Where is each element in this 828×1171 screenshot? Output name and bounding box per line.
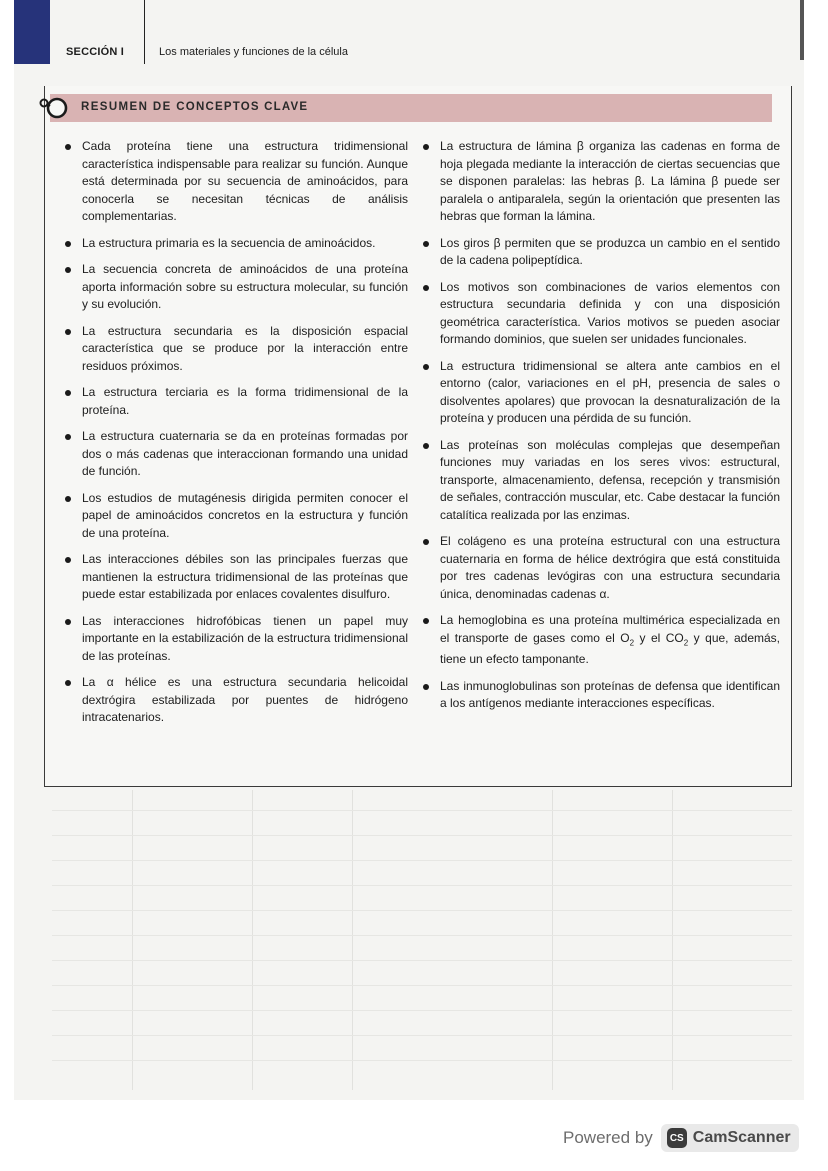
- bullet-icon: [65, 329, 71, 335]
- bullet-icon: [65, 619, 71, 625]
- bullet-icon: [423, 539, 429, 545]
- bullet-icon: [65, 390, 71, 396]
- bullet-icon: [423, 241, 429, 247]
- list-item: Las inmunoglobulinas son proteínas de defensa que identifican a los antígenos mediante interacciones específicas.: [420, 678, 780, 713]
- chapter-title: Los materiales y funciones de la célula: [159, 46, 348, 58]
- list-item: La estructura de lámina β organiza las cadenas en forma de hoja plegada mediante la interacción de ciertas secuencias que se disponen paralelas: las hebras β. La lámina β puede ser paralela o antiparalela, según la orientación que presenten las hebras que forman la lámina.: [420, 138, 780, 226]
- list-item: Las interacciones hidrofóbicas tienen un papel muy importante en la estabilización de la estructura tridimensional de las proteínas.: [62, 613, 408, 666]
- bullet-icon: [65, 267, 71, 273]
- bullet-icon: [423, 364, 429, 370]
- list-item: La estructura tridimensional se altera ante cambios en el entorno (calor, variaciones en el pH, presencia de sales o disolventes apolares) que provocan la desnaturalización de la proteína y producen una pérdida de su función.: [420, 358, 780, 428]
- bullet-icon: [423, 144, 429, 150]
- list-item: Las interacciones débiles son las principales fuerzas que mantienen la estructura tridimensional de las proteínas que puede estar estabilizada por enlaces covalentes disulfuro.: [62, 551, 408, 604]
- camscanner-badge: [661, 1124, 799, 1152]
- list-item: Las proteínas son moléculas complejas que desempeñan funciones muy variadas en los seres vivos: estructural, transporte, almacenamiento, defensa, recepción y transmisión de señales, contracción muscular, etc. Cabe destacar la función catalítica realizada por las enzimas.: [420, 437, 780, 525]
- bullet-icon: [65, 144, 71, 150]
- camscanner-logo-icon: CS: [667, 1128, 687, 1148]
- bullet-icon: [423, 443, 429, 449]
- list-item-hemoglobin: La hemoglobina es una proteína multimérica especializada en el transporte de gases como el $O_2$ y el $CO_2$ y que, además, tiene un efecto tamponante.: [420, 612, 780, 669]
- powered-by-label: Powered by: [563, 1128, 653, 1147]
- key-icon: [38, 95, 68, 121]
- list-item: La secuencia concreta de aminoácidos de una proteína aporta información sobre su estructura molecular, su función y su evolución.: [62, 261, 408, 314]
- list-item: La estructura cuaternaria se da en proteínas formadas por dos o más cadenas que interaccionan formando una unidad de función.: [62, 428, 408, 481]
- camscanner-brand: CamScanner: [692, 1129, 791, 1146]
- list-item: Los estudios de mutagénesis dirigida permiten conocer el papel de aminoácidos concretos en la estructura y función de una proteína.: [62, 490, 408, 543]
- list-item: La estructura terciaria es la forma tridimensional de la proteína.: [62, 384, 408, 419]
- bullet-icon: [423, 285, 429, 291]
- page-edge-mark: [800, 0, 804, 60]
- list-item: Los giros β permiten que se produzca un cambio en el sentido de la cadena polipeptídica.: [420, 235, 780, 270]
- bullet-icon: [65, 557, 71, 563]
- right-column-list: [420, 138, 780, 722]
- title-prefix: RESUMEN DE: [81, 101, 172, 113]
- bullet-icon: [65, 496, 71, 502]
- faded-background-table: [52, 790, 792, 1090]
- section-color-tab: [14, 0, 50, 64]
- list-item: El colágeno es una proteína estructural con una estructura cuaternaria en forma de hélice dextrógira que está constituida por tres cadenas levógiras con una estructura secundaria única, denominadas cadenas α.: [420, 533, 780, 603]
- bullet-icon: [423, 618, 429, 624]
- list-item: La estructura secundaria es la disposición espacial característica que se produce por la interacción entre residuos próximos.: [62, 323, 408, 376]
- bullet-icon: [423, 684, 429, 690]
- list-item: Cada proteína tiene una estructura tridimensional característica indispensable para realizar su función. Aunque está determinada por su secuencia de aminoácidos, para conocerla se necesitan técnicas de análisis complementarias.: [62, 138, 408, 226]
- bullet-icon: [65, 241, 71, 247]
- section-label: SECCIÓN I: [66, 46, 125, 58]
- list-item: La α hélice es una estructura secundaria helicoidal dextrógira estabilizada por puentes de hidrógeno intracatenarios.: [62, 674, 408, 727]
- header-divider: [144, 0, 145, 64]
- page-header: [66, 42, 348, 62]
- list-item: La estructura primaria es la secuencia de aminoácidos.: [62, 235, 408, 253]
- scanner-watermark: [563, 1120, 799, 1156]
- bullet-icon: [65, 680, 71, 686]
- bullet-icon: [65, 434, 71, 440]
- list-item: Los motivos son combinaciones de varios elementos con estructura secundaria definida y con una disposición geométrica característica. Varios motivos se pueden asociar formando dominios, que suelen ser unidades funcionales.: [420, 279, 780, 349]
- key-concepts-title: [81, 101, 308, 113]
- left-column-list: [62, 138, 408, 736]
- title-key: CONCEPTOS CLAVE: [176, 101, 309, 113]
